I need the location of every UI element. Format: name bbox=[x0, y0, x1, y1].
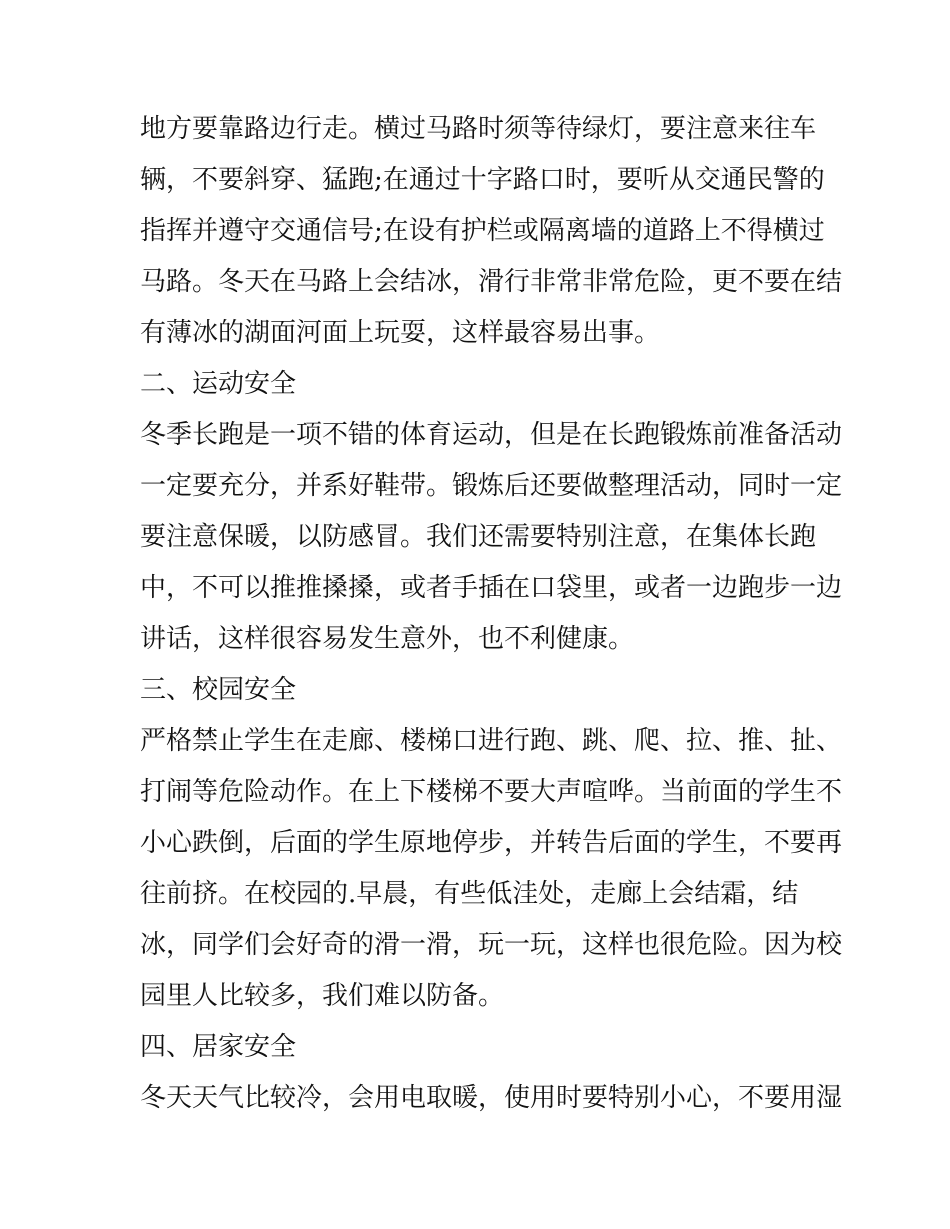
section-heading-campus-safety: 三、校园安全 bbox=[140, 675, 297, 705]
paragraph-line: 冬季长跑是一项不错的体育运动，但是在长跑锻炼前准备活动 bbox=[140, 420, 843, 450]
paragraph-line: 园里人比较多，我们难以防备。 bbox=[140, 981, 505, 1011]
paragraph-line: 中，不可以推推搡搡，或者手插在口袋里，或者一边跑步一边 bbox=[140, 573, 843, 603]
paragraph-line: 打闹等危险动作。在上下楼梯不要大声喧哗。当前面的学生不 bbox=[140, 777, 843, 807]
paragraph-line: 冬天天气比较冷，会用电取暖，使用时要特别小心，不要用湿 bbox=[140, 1083, 843, 1113]
paragraph-line: 要注意保暖，以防感冒。我们还需要特别注意，在集体长跑 bbox=[140, 522, 817, 552]
paragraph-line: 辆，不要斜穿、猛跑;在通过十字路口时，要听从交通民警的 bbox=[140, 165, 825, 195]
paragraph-line: 往前挤。在校园的.早晨，有些低洼处，走廊上会结霜，结 bbox=[140, 879, 799, 909]
paragraph-line: 有薄冰的湖面河面上玩耍，这样最容易出事。 bbox=[140, 318, 661, 348]
paragraph-line: 一定要充分，并系好鞋带。锻炼后还要做整理活动，同时一定 bbox=[140, 471, 843, 501]
paragraph-line: 讲话，这样很容易发生意外，也不利健康。 bbox=[140, 624, 635, 654]
paragraph-line: 马路。冬天在马路上会结冰，滑行非常非常危险，更不要在结 bbox=[140, 267, 843, 297]
paragraph-line: 严格禁止学生在走廊、楼梯口进行跑、跳、爬、拉、推、扯、 bbox=[140, 726, 843, 756]
paragraph-line: 指挥并遵守交通信号;在设有护栏或隔离墙的道路上不得横过 bbox=[140, 216, 825, 246]
section-heading-home-safety: 四、居家安全 bbox=[140, 1032, 297, 1062]
section-heading-sports-safety: 二、运动安全 bbox=[140, 369, 297, 399]
paragraph-line: 地方要靠路边行走。横过马路时须等待绿灯，要注意来往车 bbox=[140, 114, 817, 144]
paragraph-line: 小心跌倒，后面的学生原地停步，并转告后面的学生，不要再 bbox=[140, 828, 843, 858]
paragraph-line: 冰，同学们会好奇的滑一滑，玩一玩，这样也很危险。因为校 bbox=[140, 930, 843, 960]
document-body bbox=[140, 104, 843, 1124]
